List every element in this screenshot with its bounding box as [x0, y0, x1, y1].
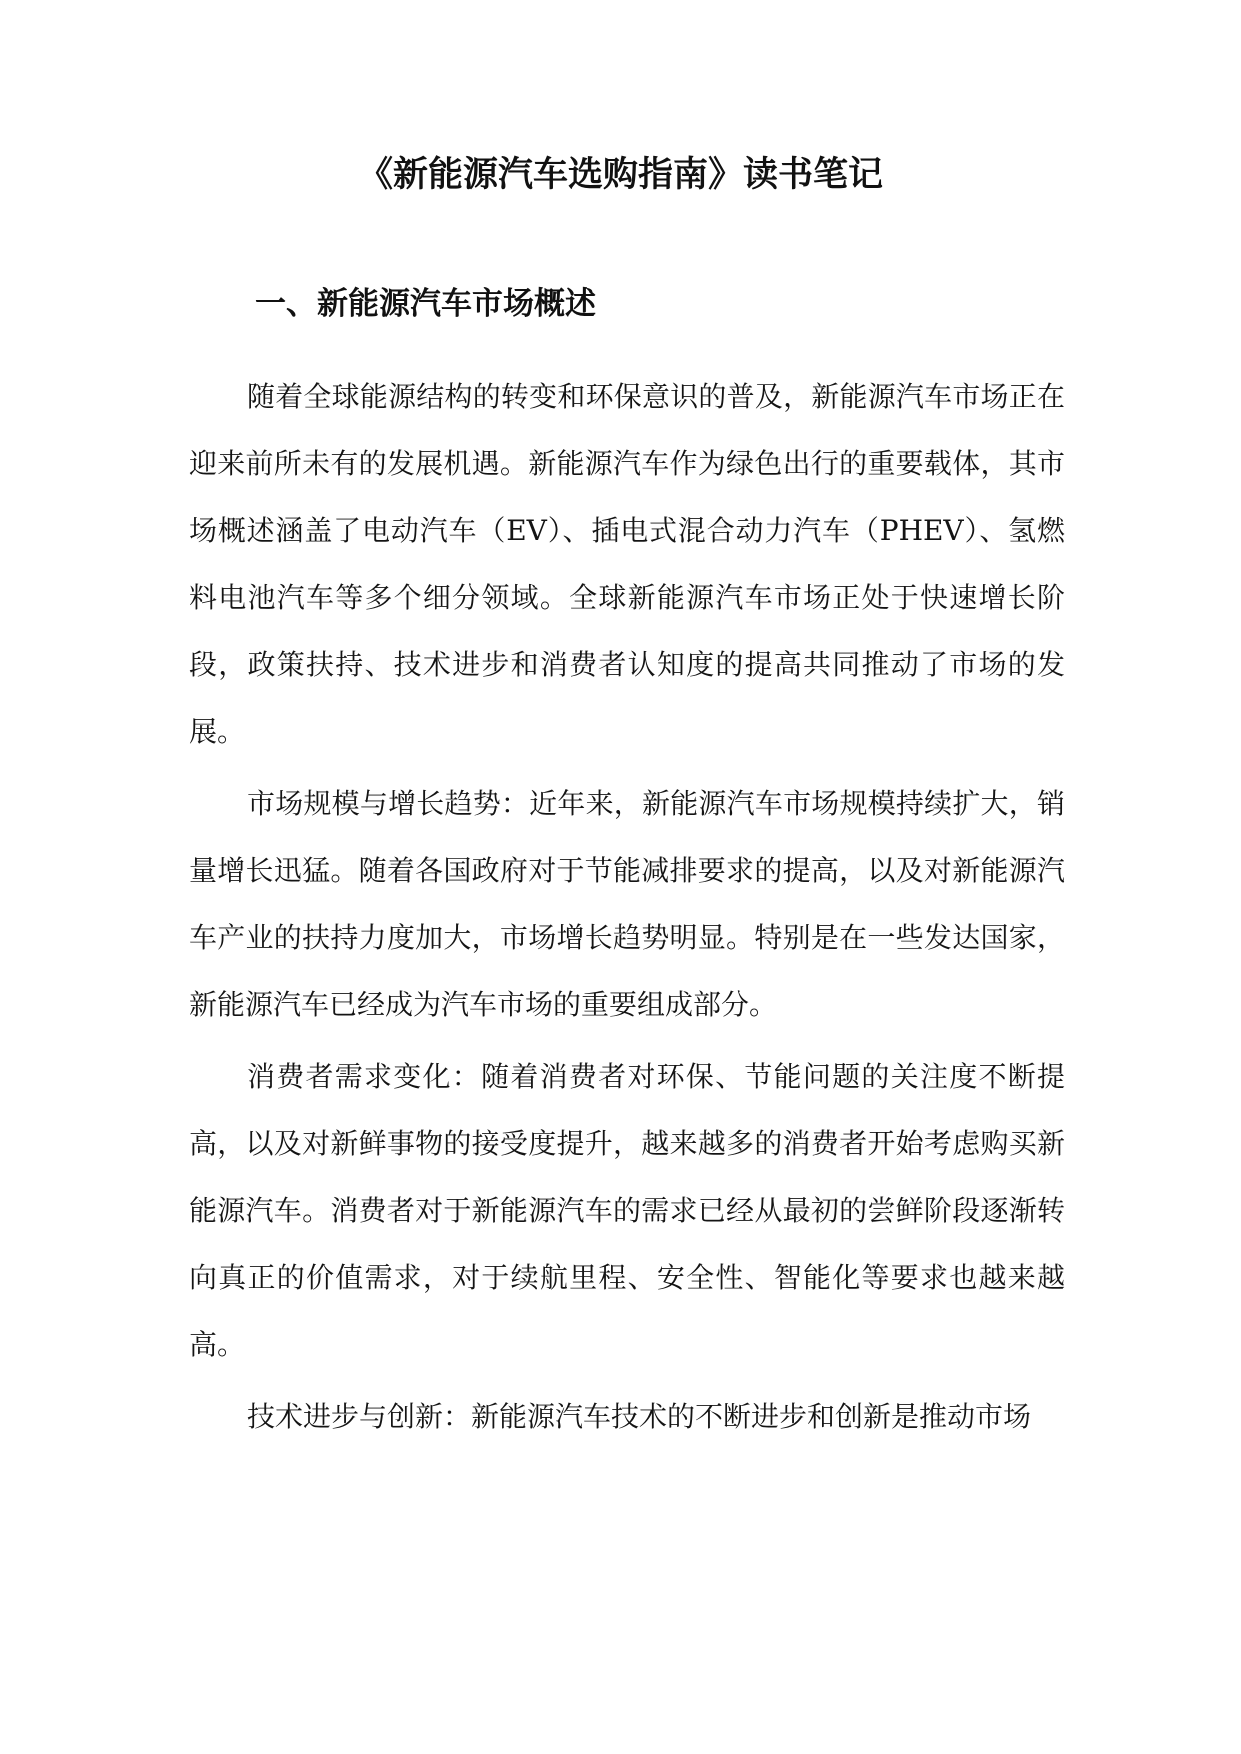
paragraph-market-overview: 随着全球能源结构的转变和环保意识的普及，新能源汽车市场正在迎来前所未有的发展机遇。新能源汽车作为绿色出行的重要载体，其市场概述涵盖了电动汽车（EV）、插电式混合动力汽车（PHEV）、氢燃料电池汽车等多个细分领域。全球新能源汽车市场正处于快速增长阶段，政策扶持、技术进步和消费者认知度的提高共同推动了市场的发展。 [189, 380, 1065, 748]
paragraph-consumer-demand: 消费者需求变化：随着消费者对环保、节能问题的关注度不断提高，以及对新鲜事物的接受度提升，越来越多的消费者开始考虑购买新能源汽车。消费者对于新能源汽车的需求已经从最初的尝鲜阶段逐渐转向真正的价值需求，对于续航里程、安全性、智能化等要求也越来越高。 [189, 1060, 1065, 1361]
paragraph-market-scale: 市场规模与增长趋势：近年来，新能源汽车市场规模持续扩大，销量增长迅猛。随着各国政府对于节能减排要求的提高，以及对新能源汽车产业的扶持力度加大，市场增长趋势明显。特别是在一些发达国家，新能源汽车已经成为汽车市场的重要组成部分。 [189, 787, 1065, 1021]
document-title: 《新能源汽车选购指南》读书笔记 [357, 155, 883, 195]
section-heading: 一、新能源汽车市场概述 [255, 286, 596, 322]
paragraph-technology: 技术进步与创新：新能源汽车技术的不断进步和创新是推动市场 [247, 1400, 1032, 1433]
body-text [189, 363, 1065, 1455]
